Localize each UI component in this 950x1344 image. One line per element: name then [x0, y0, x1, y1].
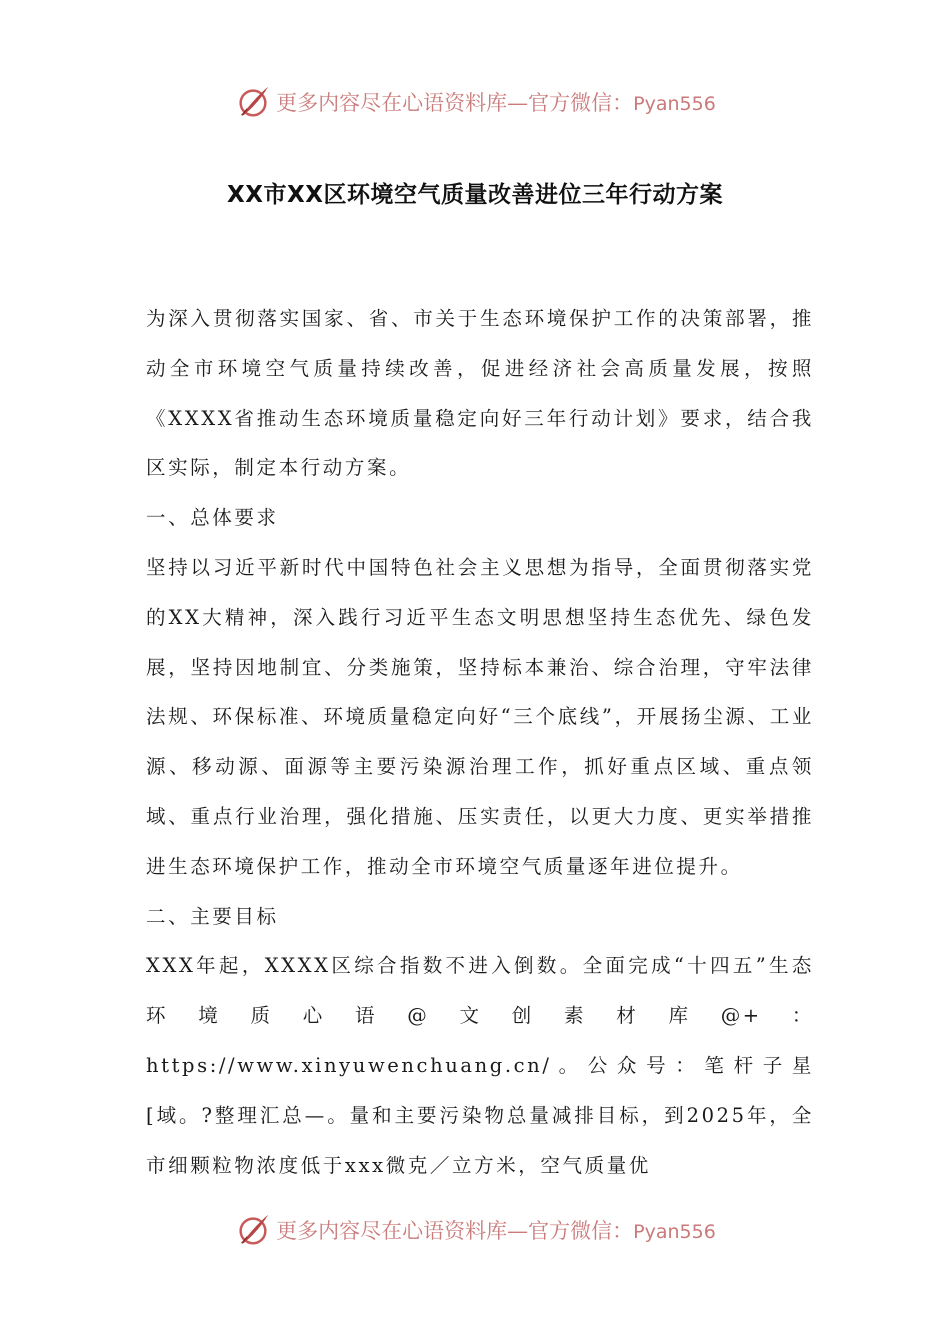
header-watermark: [0, 80, 950, 124]
document-body: [146, 294, 814, 1190]
main-targets-paragraph: XXX年起，XXXX区综合指数不进入倒数。全面完成“十四五”生态环境质心语@文创素材库@+：https://www.xinyuwenchuang.cn/。公众号：笔杆子星[域。?整理汇总—。量和主要污染物总量减排目标，到2025年，全市细颗粒物浓度低于xxx微克／立方米，空气质量优: [146, 954, 814, 1177]
intro-paragraph: 为深入贯彻落实国家、省、市关于生态环境保护工作的决策部署，推动全市环境空气质量持续改善，促进经济社会高质量发展，按照《XXXX省推动生态环境质量稳定向好三年行动计划》要求，结合我区实际，制定本行动方案。: [146, 307, 814, 480]
watermark-text: 更多内容尽在心语资料库—官方微信：Pyan556: [276, 91, 716, 115]
section-heading-general-requirements: 一、总体要求: [146, 506, 279, 530]
footer-watermark: [0, 1208, 950, 1252]
page-title: XX市XX区环境空气质量改善进位三年行动方案: [227, 182, 723, 208]
feather-pen-circle-icon: [234, 1211, 272, 1249]
section-heading-main-targets: 二、主要目标: [146, 904, 279, 928]
feather-pen-circle-icon: [234, 83, 272, 121]
watermark-text: 更多内容尽在心语资料库—官方微信：Pyan556: [276, 1219, 716, 1243]
general-requirements-paragraph: 坚持以习近平新时代中国特色社会主义思想为指导，全面贯彻落实党的XX大精神，深入践行习近平生态文明思想坚持生态优先、绿色发展，坚持因地制宜、分类施策，坚持标本兼治、综合治理，守牢法律法规、环保标准、环境质量稳定向好“三个底线”，开展扬尘源、工业源、移动源、面源等主要污染源治理工作，抓好重点区域、重点领域、重点行业治理，强化措施、压实责任，以更大力度、更实举措推进生态环境保护工作，推动全市环境空气质量逐年进位提升。: [146, 555, 814, 878]
